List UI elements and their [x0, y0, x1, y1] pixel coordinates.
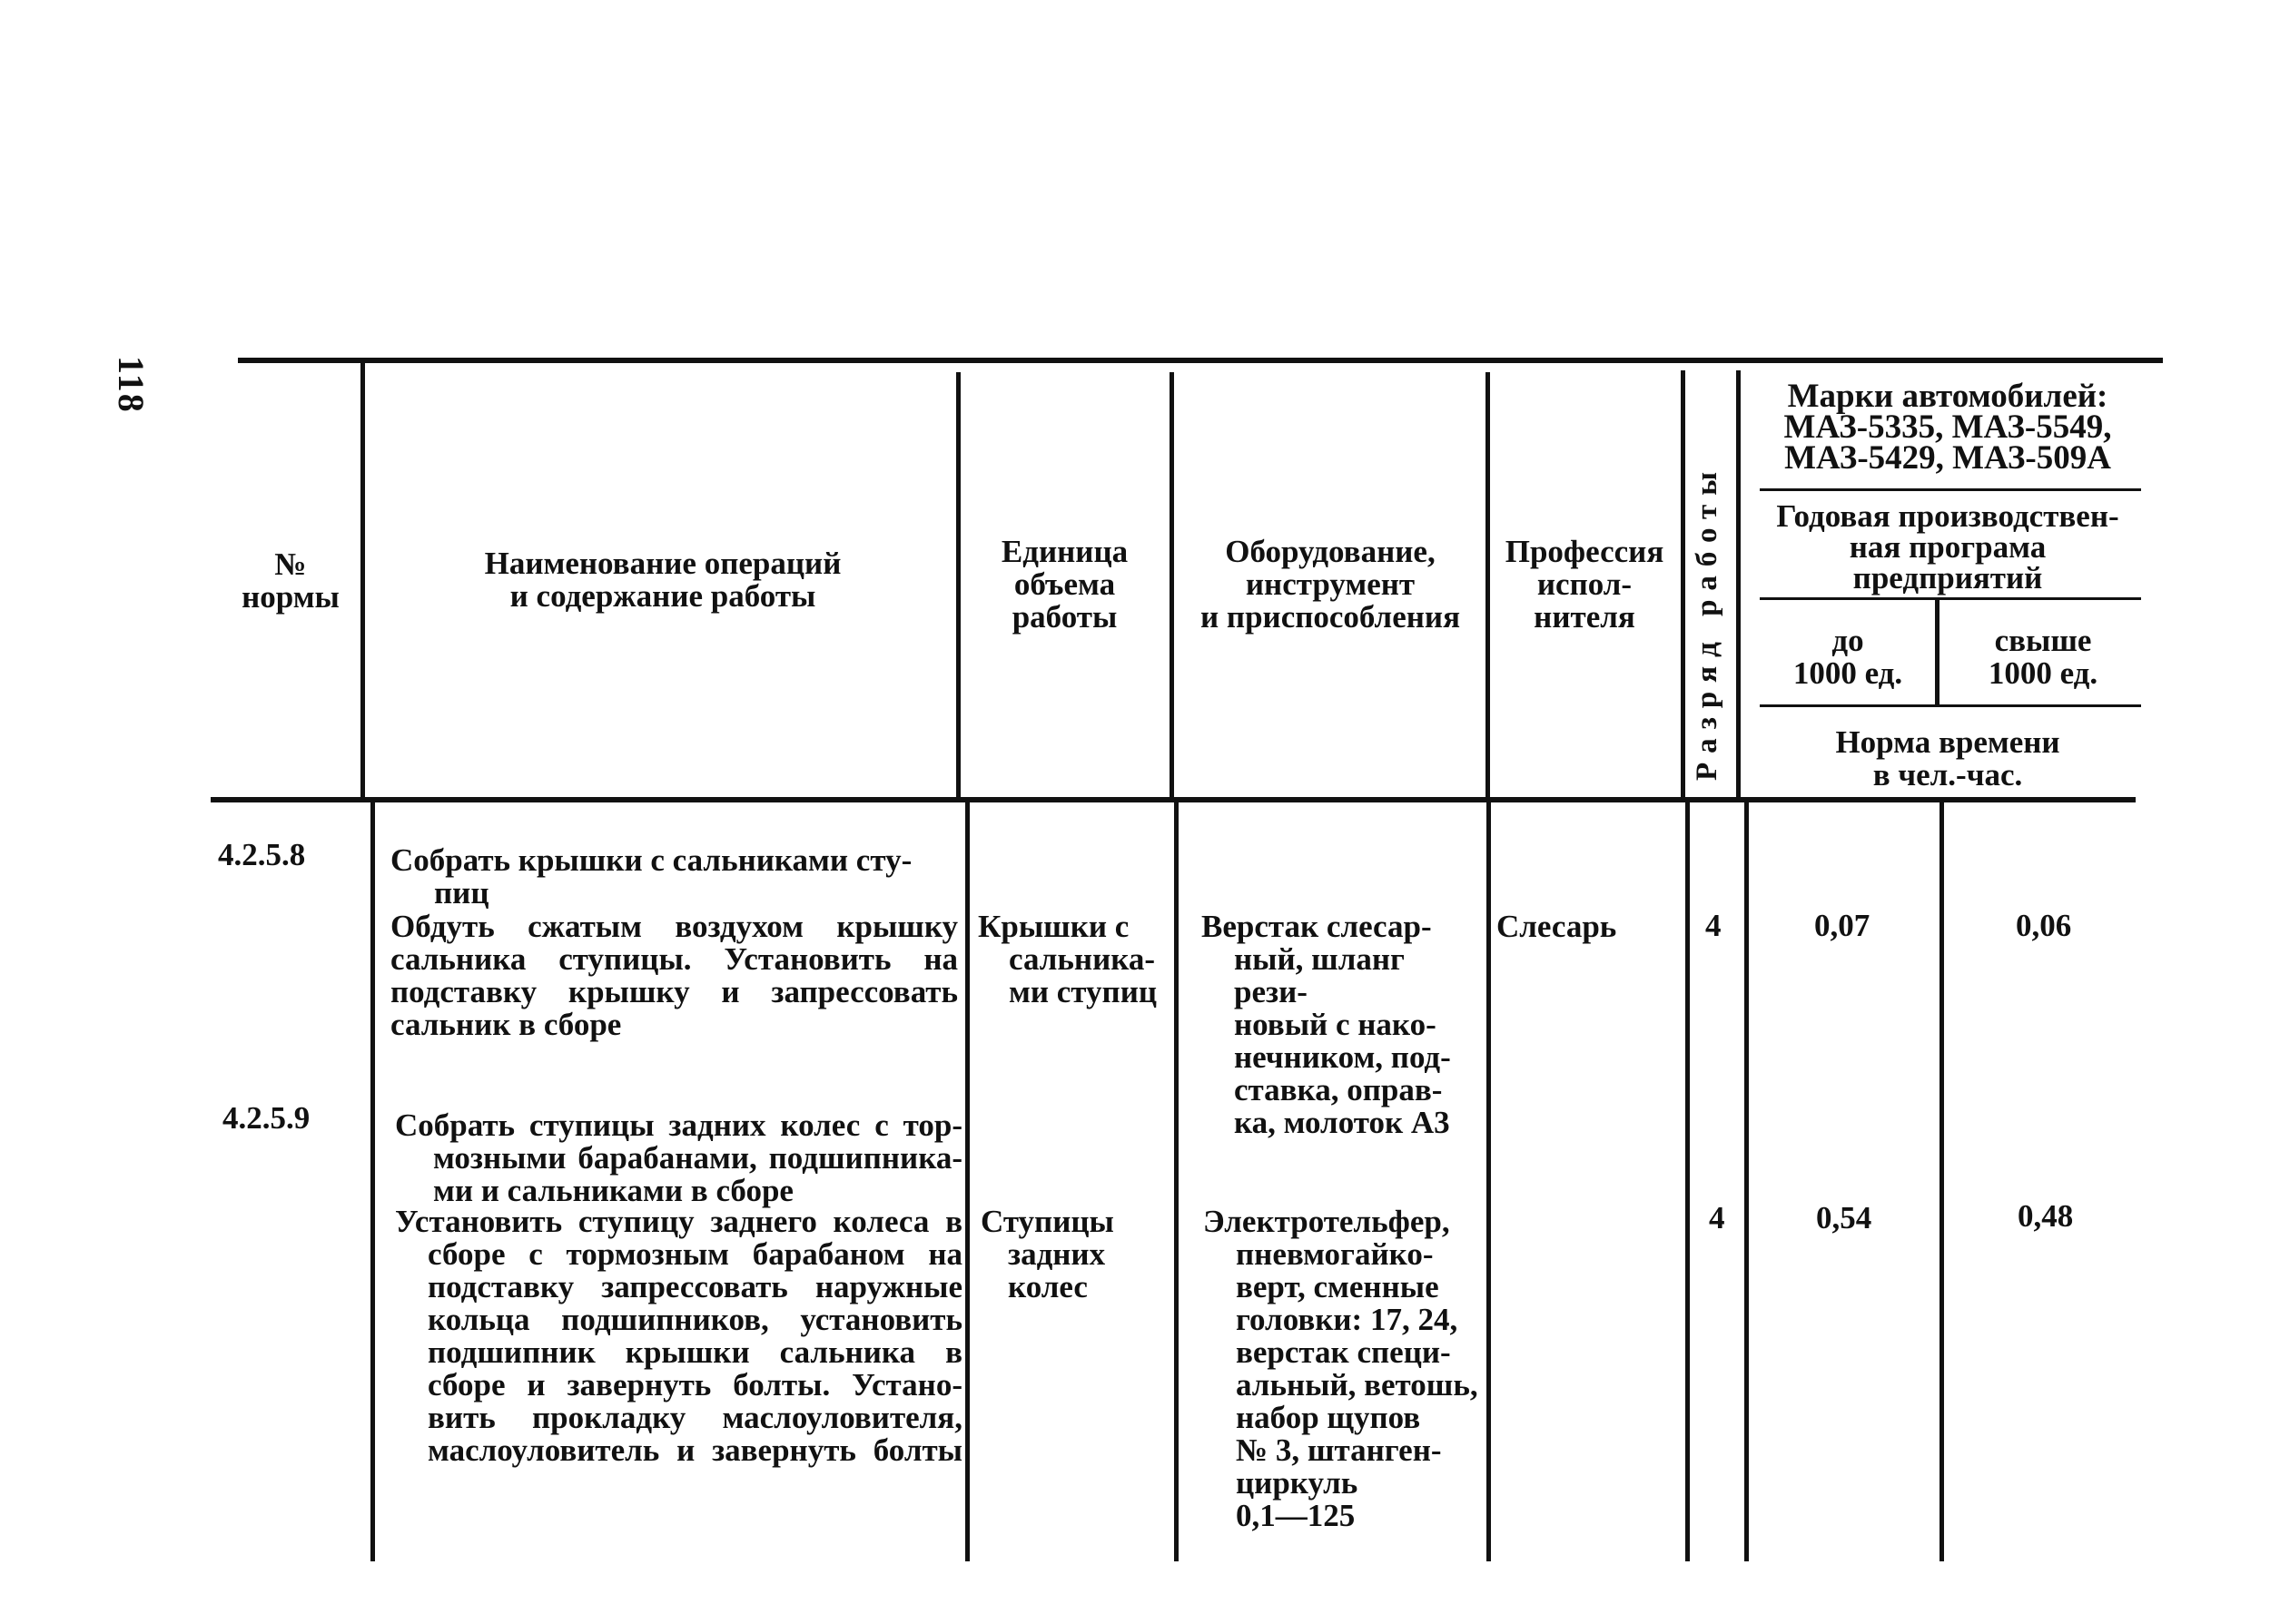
col-line-3: [1170, 372, 1174, 797]
body-line-1: [370, 802, 375, 1561]
row-1-equipment: Верстак слесар- ный, шланг рези- новый с нако- нечником, под- ставка, оправ- ка, молоток А3: [1201, 909, 1451, 1140]
col-line-6: [1736, 370, 1741, 797]
row-2-norm-over: 0,48: [2018, 1198, 2074, 1234]
col-line-7: [1935, 599, 1939, 704]
row-2-content: Установить ступицу заднего колеса в сборе с тормозным барабаном на подставку запрессовать наружные кольца подшипников, установить подшипник крышки сальника в сборе и завернуть болты. Устано- вить прокладку маслоуловителя, маслоуловитель и завернуть болты: [395, 1204, 962, 1468]
body-line-4: [1486, 802, 1491, 1561]
header-unit: Единица объема работы: [1001, 534, 1129, 635]
row-1-norm-over: 0,06: [2016, 908, 2072, 943]
header-profession: Профессия испол- нителя: [1505, 534, 1664, 635]
page-number: 118: [111, 356, 152, 414]
header-over: свыше 1000 ед.: [1988, 623, 2098, 691]
row-1-grade: 4: [1705, 908, 1722, 943]
row-2-unit: Ступицы задних колес: [981, 1204, 1114, 1304]
col-line-1: [360, 363, 365, 797]
row-2-norm-up-to: 0,54: [1816, 1200, 1872, 1235]
row-1-number: 4.2.5.8: [218, 837, 306, 872]
brands-divider: [1760, 488, 2141, 491]
header-time-norm: Норма времени в чел.-час.: [1835, 724, 2060, 792]
row-1-norm-up-to: 0,07: [1814, 908, 1870, 943]
header-grade: Разряд работы: [1691, 462, 1723, 781]
body-line-3: [1174, 802, 1179, 1561]
col-line-5: [1681, 370, 1685, 797]
row-1-unit: Крышки с сальника- ми ступиц: [978, 909, 1158, 1009]
header-norm-no: № нормы: [242, 546, 340, 615]
header-annual-program: Годовая производствен- ная програма предприятий: [1776, 498, 2119, 595]
header-bottom-rule: [211, 797, 2136, 802]
row-1-content: Обдуть сжатым воздухом крышку сальника ступицы. Установить на подставку крышку и запрессовать сальник в сборе: [390, 909, 958, 1042]
header-car-brands: Марки автомобилей: МАЗ-5335, МАЗ-5549, МАЗ-5429, МАЗ-509А: [1783, 378, 2112, 477]
row-2-title: Собрать ступицы задних колес с тор- мозными барабанами, подшипника- ми и сальниками в сборе: [395, 1107, 962, 1208]
header-up-to: до 1000 ед.: [1792, 623, 1903, 691]
columns-divider: [1760, 704, 2141, 707]
table-top-rule: [238, 358, 2163, 363]
header-operation: Наименование операций и содержание работы: [484, 546, 842, 614]
body-line-2: [965, 802, 970, 1561]
row-1-title: Собрать крышки с сальниками сту- пиц: [390, 842, 913, 910]
body-line-5: [1685, 802, 1690, 1561]
row-1-profession: Слесарь: [1496, 909, 1617, 944]
header-equipment: Оборудование, инструмент и приспособления: [1199, 534, 1460, 635]
row-2-number: 4.2.5.9: [222, 1100, 311, 1136]
row-2-grade: 4: [1709, 1200, 1725, 1235]
body-line-7: [1939, 802, 1944, 1561]
body-line-6: [1744, 802, 1749, 1561]
col-line-2: [956, 372, 961, 797]
program-divider: [1760, 597, 2141, 600]
row-2-equipment: Электротельфер, пневмогайко- верт, сменные головки: 17, 24, верстак специ- альный, ветошь, набор щупов № 3, штанген- циркуль 0,1—125: [1203, 1204, 1478, 1533]
